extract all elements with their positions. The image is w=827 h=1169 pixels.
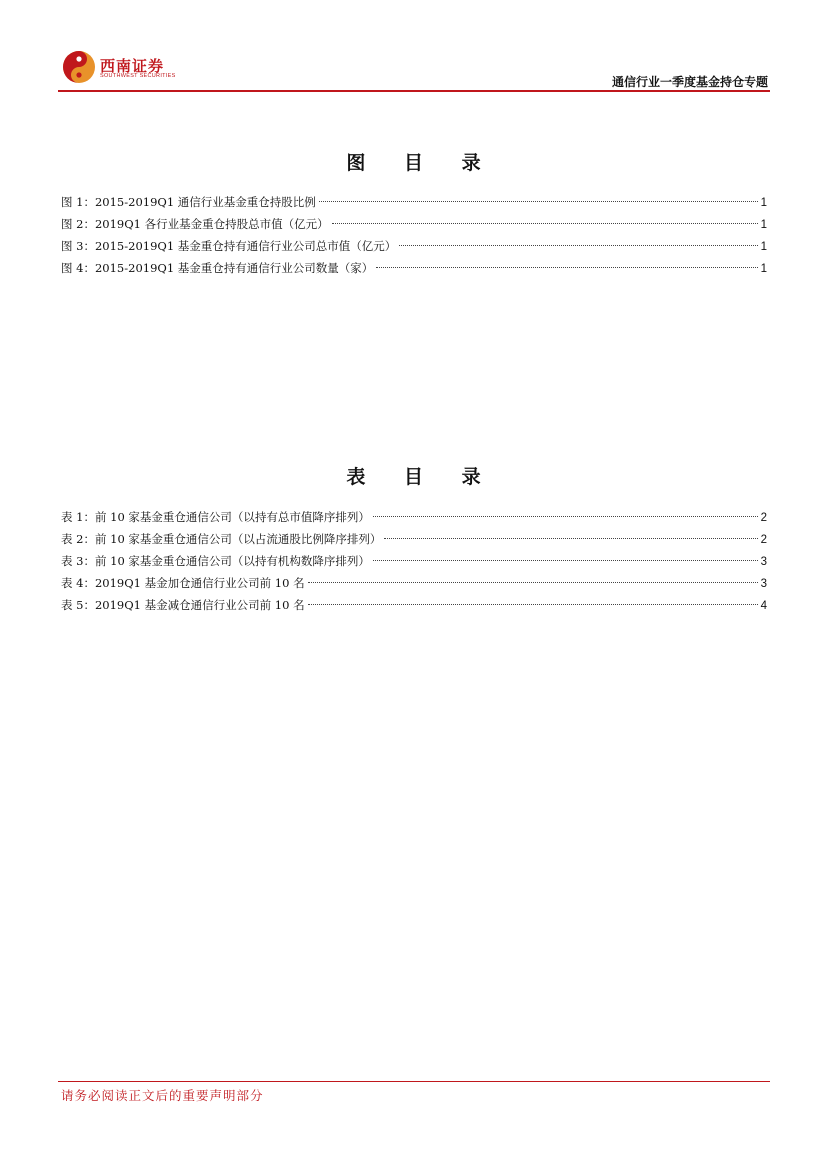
toc-page-number: 3: [760, 556, 767, 568]
toc-dot-leader: [373, 516, 758, 517]
toc-page-number: 1: [760, 263, 767, 275]
toc-entry-figure-4[interactable]: [61, 257, 767, 279]
header-divider: [58, 90, 770, 92]
toc-page-number: 2: [760, 534, 767, 546]
toc-entry-table-4[interactable]: [61, 572, 767, 594]
toc-dot-leader: [384, 538, 757, 539]
toc-dot-leader: [376, 267, 757, 268]
toc-dot-leader: [332, 223, 758, 224]
toc-entry-figure-3[interactable]: [61, 235, 767, 257]
toc-entry-label: 表 1：前 10 家基金重仓通信公司（以持有总市值降序排列）: [61, 510, 370, 524]
footer-divider: [58, 1081, 770, 1082]
toc-entry-label: 图 1：2015-2019Q1 通信行业基金重仓持股比例: [61, 195, 316, 209]
toc-entry-label: 图 3：2015-2019Q1 基金重仓持有通信行业公司总市值（亿元）: [61, 239, 397, 253]
toc-page-number: 4: [760, 600, 767, 612]
toc-page-number: 1: [760, 219, 767, 231]
toc-page-number: 1: [760, 197, 767, 209]
toc-entry-label: 表 4：2019Q1 基金加仓通信行业公司前 10 名: [61, 576, 305, 590]
toc-entry-label: 图 2：2019Q1 各行业基金重仓持股总市值（亿元）: [61, 217, 329, 231]
toc-page-number: 1: [760, 241, 767, 253]
toc-entry-label: 表 2：前 10 家基金重仓通信公司（以占流通股比例降序排列）: [61, 532, 382, 546]
toc-entry-figure-2[interactable]: [61, 213, 767, 235]
toc-entry-table-3[interactable]: [61, 550, 767, 572]
toc-page-number: 3: [760, 578, 767, 590]
company-logo-icon: [62, 50, 96, 84]
toc-dot-leader: [308, 604, 758, 605]
toc-dot-leader: [319, 201, 758, 202]
tables-toc-list: [61, 506, 767, 616]
logo-chinese-name: 西南证券: [100, 57, 165, 75]
toc-entry-table-1[interactable]: [61, 506, 767, 528]
toc-entry-table-2[interactable]: [61, 528, 767, 550]
toc-page-number: 2: [760, 512, 767, 524]
page-header: [58, 48, 770, 94]
toc-entry-figure-1[interactable]: [61, 191, 767, 213]
logo-english-name: SOUTHWEST SECURITIES: [100, 73, 176, 79]
report-title: 通信行业一季度基金持仓专题: [611, 75, 768, 89]
toc-dot-leader: [373, 560, 758, 561]
tables-toc-title: 表 目 录: [346, 466, 497, 488]
toc-entry-label: 表 3：前 10 家基金重仓通信公司（以持有机构数降序排列）: [61, 554, 370, 568]
company-logo: [62, 48, 202, 86]
toc-dot-leader: [308, 582, 758, 583]
toc-entry-label: 表 5：2019Q1 基金减仓通信行业公司前 10 名: [61, 598, 305, 612]
toc-entry-label: 图 4：2015-2019Q1 基金重仓持有通信行业公司数量（家）: [61, 261, 374, 275]
toc-dot-leader: [399, 245, 757, 246]
footer-disclaimer: 请务必阅读正文后的重要声明部分: [61, 1088, 264, 1103]
figures-toc-title: 图 目 录: [346, 152, 497, 174]
figures-toc-list: [61, 191, 767, 279]
toc-entry-table-5[interactable]: [61, 594, 767, 616]
